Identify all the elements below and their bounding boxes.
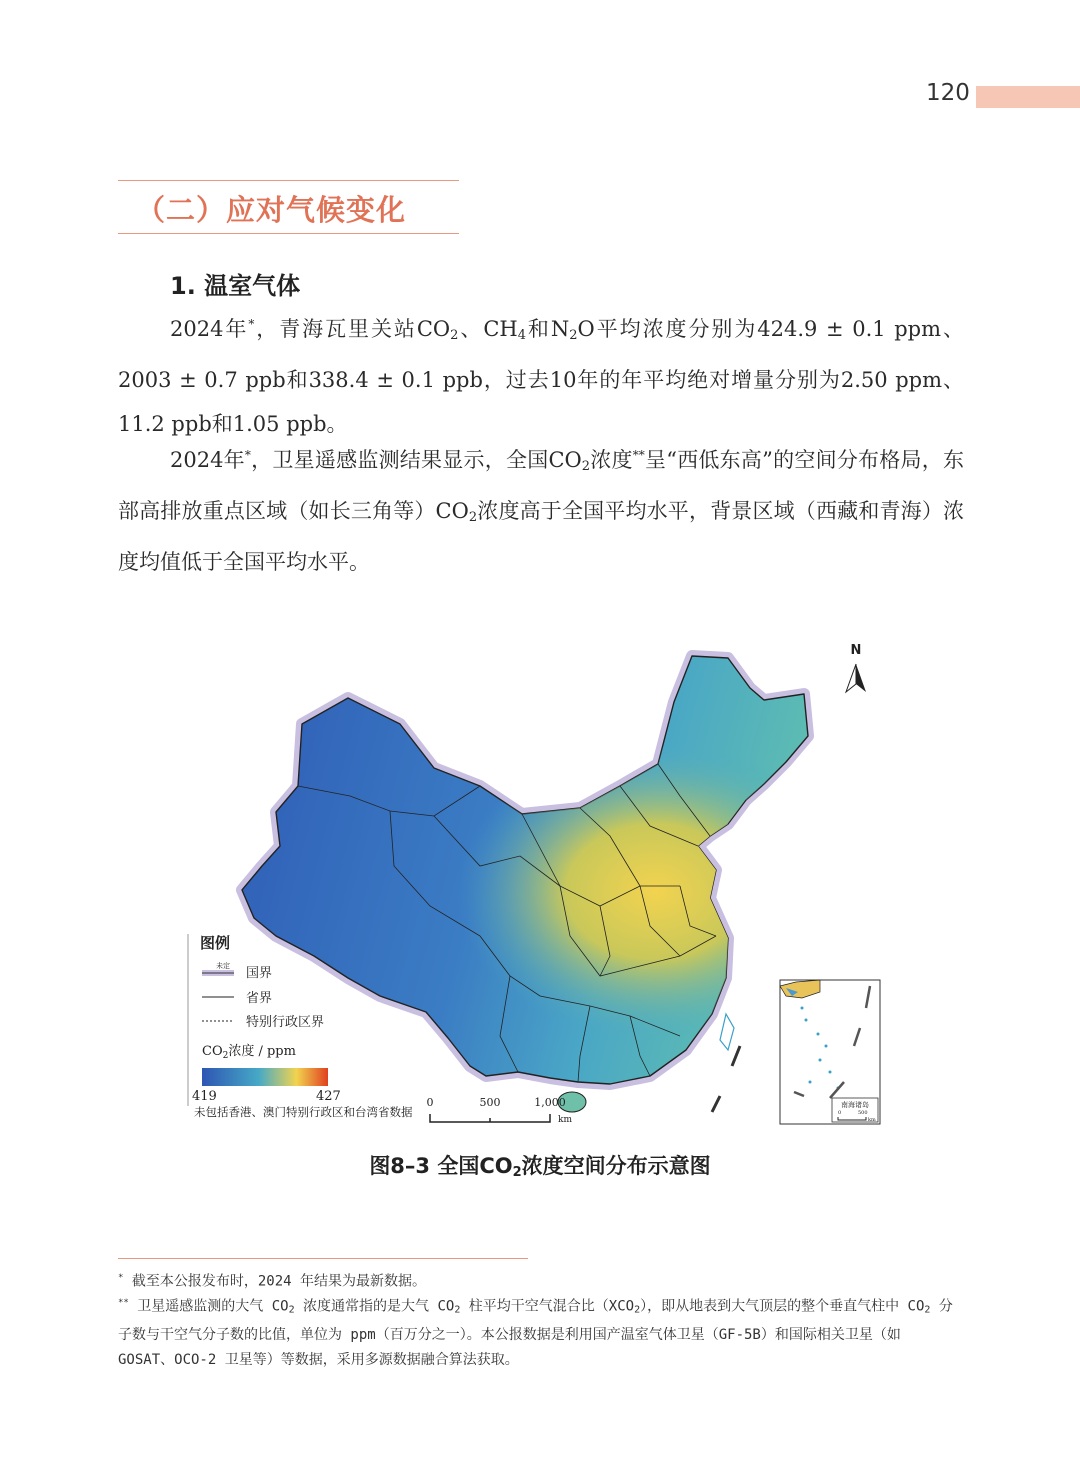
legend-sar-border: 特别行政区界 — [246, 1015, 325, 1030]
svg-text:km: km — [558, 1115, 572, 1125]
legend-scale-title: $CO_2$浓度 / ppm — [202, 1044, 296, 1061]
legend-max: 427 — [316, 1089, 341, 1104]
footnote-1: * 截至本公报发布时，2024 年结果为最新数据。 — [118, 1273, 426, 1290]
svg-text:1,000: 1,000 — [534, 1096, 566, 1109]
china-map-shape — [242, 656, 808, 1112]
paragraph-1: 2024年*，青海瓦里关站$CO_2$、$CH_4$和$N_2O$平均浓度分别为424.9 ± 0.1 ppm、2003 ± 0.7 ppb和338.4 ± 0.1 ppb，过去10年的年平均绝对增量分别为2.50 ppm、11.2 ppb和1.05 ppb。 — [118, 317, 964, 436]
south-china-sea-inset — [780, 980, 880, 1124]
svg-text:500: 500 — [479, 1096, 501, 1109]
figure-caption: 图8–3 全国$CO_2$浓度空间分布示意图 — [369, 1154, 711, 1180]
paragraph-2: 2024年*，卫星遥感监测结果显示，全国$CO_2$浓度**呈“西低东高”的空间分布格局，东部高排放重点区域（如长三角等）$CO_2$浓度高于全国平均水平，背景区域（西藏和青海）浓度均值低于全国平均水平。 — [118, 448, 964, 574]
north-label: N — [850, 643, 862, 658]
subheading: 1. 温室气体 — [170, 272, 301, 300]
section-title: （二）应对气候变化 — [136, 193, 407, 227]
boundary-dashes — [712, 1046, 740, 1112]
svg-text:0: 0 — [426, 1096, 434, 1109]
svg-text:0: 0 — [838, 1110, 842, 1116]
footnote-2: ** 卫星遥感监测的大气 $CO_2$ 浓度通常指的是大气 $CO_2$ 柱平均干空气混合比$(XCO_2)$，即从地表到大气顶层的整个垂直气柱中 $CO_2$ 分子数与干空气分子数的比值，单位为 ppm（百万分之一）。本公报数据是利用国产温室气体卫星（GF-5B）和国际相关卫星（如 GOSAT、OCO-2 卫星等）等数据，采用多源数据融合算法获取。 — [118, 1298, 953, 1368]
co2-concentration-map — [180, 636, 900, 1128]
inset-label: 南海诸岛 — [841, 1101, 869, 1109]
svg-text:500: 500 — [858, 1110, 868, 1116]
legend-provincial-border: 省界 — [246, 991, 273, 1006]
legend-title: 图例 — [200, 934, 231, 952]
title-rule-top — [118, 180, 459, 181]
legend-border-tag: 未定 — [216, 962, 230, 970]
north-arrow — [846, 643, 866, 692]
page-number: 120 — [926, 80, 970, 106]
legend-color-ramp — [202, 1068, 328, 1086]
legend-national-border: 国界 — [246, 966, 273, 981]
header-accent-bar — [976, 86, 1080, 108]
legend-note: 未包括香港、澳门特别行政区和台湾省数据 — [194, 1105, 413, 1119]
legend-min: 419 — [192, 1089, 217, 1104]
title-rule-bottom — [118, 233, 459, 234]
scale-bar — [427, 1096, 573, 1125]
svg-text:km: km — [868, 1117, 876, 1123]
footnote-rule — [118, 1258, 528, 1259]
